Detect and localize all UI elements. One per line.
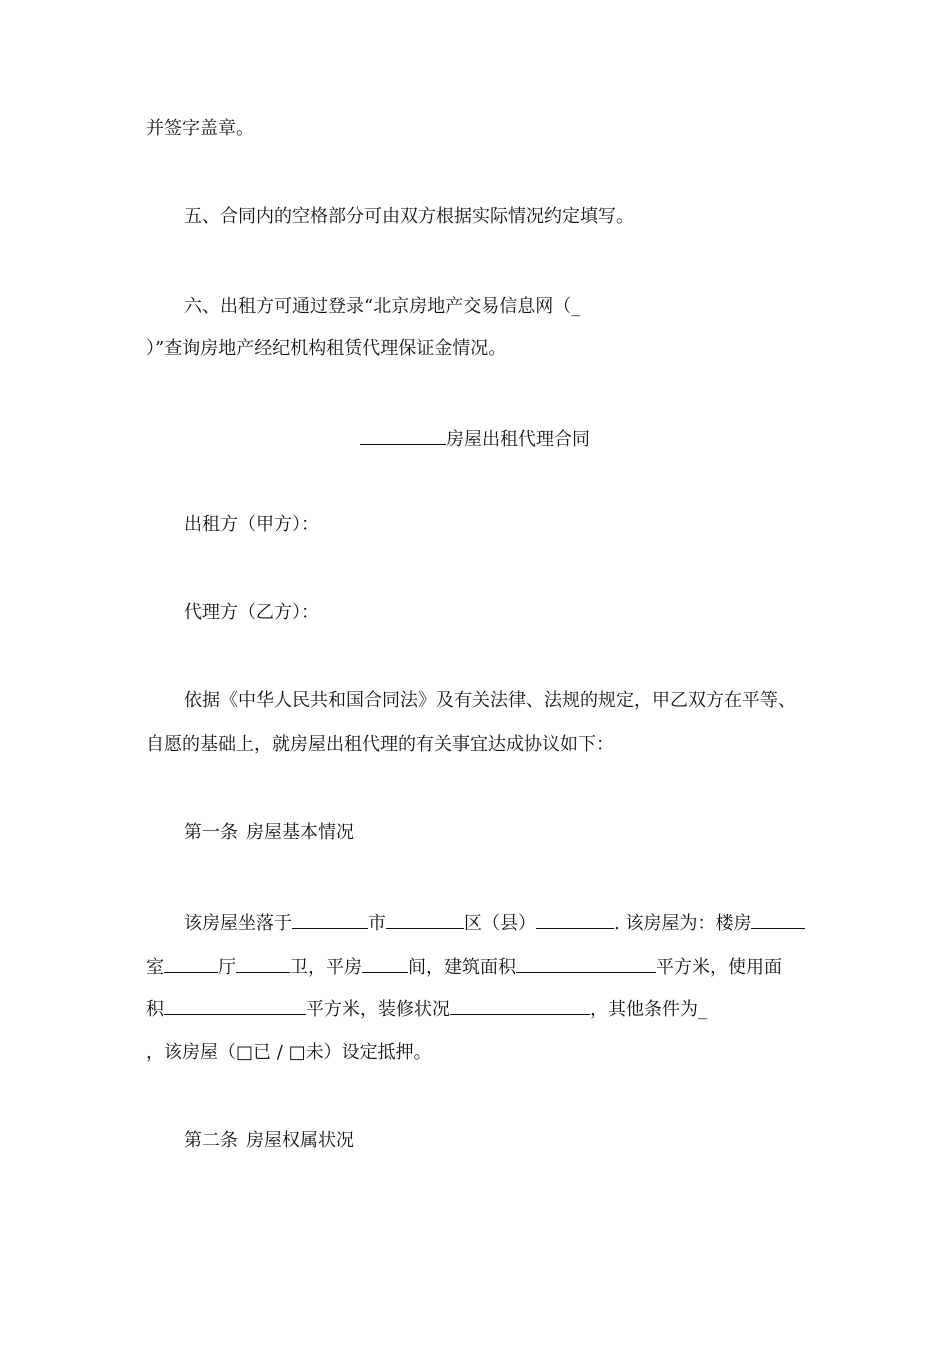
text: . 该房屋为：楼房: [614, 913, 752, 934]
lessor-party-label: [184, 514, 319, 536]
text: 区（县）: [464, 913, 536, 934]
blank-field: [292, 910, 368, 929]
blank-field: [751, 910, 805, 929]
text: 厅: [218, 957, 236, 978]
text: ，该房屋（: [146, 1042, 236, 1063]
blank-field: [164, 996, 306, 1015]
title-text: 房屋出租代理合同: [446, 429, 590, 450]
paragraph-signature-continuation: [146, 118, 254, 140]
text: 室: [146, 957, 164, 978]
preamble-line-2: [146, 734, 614, 756]
clause-five: [184, 206, 634, 228]
text: 该房屋坐落于: [184, 913, 292, 934]
text: 出租方（甲方）：: [184, 514, 319, 535]
contract-title: [0, 426, 950, 451]
text: 平方米，装修状况: [306, 999, 450, 1020]
checkbox-not-mortgaged: □未: [288, 1042, 324, 1063]
separator-slash: /: [276, 1042, 283, 1063]
agent-party-label: [184, 602, 319, 624]
preamble-line-1: [184, 690, 796, 712]
article-name: 房屋基本情况: [246, 822, 354, 843]
text: 积: [146, 999, 164, 1020]
text: 市: [368, 913, 386, 934]
article-two-heading: [184, 1130, 354, 1152]
blank-field: [516, 954, 656, 973]
text: 代理方（乙方）：: [184, 602, 319, 623]
text: ）”查询房地产经纪机构租赁代理保证金情况。: [146, 338, 507, 359]
blank-field: [164, 954, 218, 973]
text: 并签字盖章。: [146, 118, 254, 139]
text: 依据《中华人民共和国合同法》及有关法律、法规的规定，甲乙双方在平等、: [184, 690, 796, 711]
blank-field: [362, 954, 408, 973]
text: 卫，平房: [290, 957, 362, 978]
text: 间，建筑面积: [408, 957, 516, 978]
text: ，其他条件为_: [590, 999, 707, 1020]
blank-field: [450, 996, 590, 1015]
text: 五、合同内的空格部分可由双方根据实际情况约定填写。: [184, 206, 634, 227]
article-name: 房屋权属状况: [246, 1130, 354, 1151]
blank-field: [536, 910, 614, 929]
article-one-heading: [184, 822, 354, 844]
blank-field: [236, 954, 290, 973]
text: 自愿的基础上，就房屋出租代理的有关事宜达成协议如下：: [146, 734, 614, 755]
text: 平方米，使用面: [656, 957, 782, 978]
article-one-line-3: [146, 996, 707, 1021]
text: 六、出租方可通过登录“北京房地产交易信息网（_: [184, 296, 581, 317]
article-number: 第二条: [184, 1130, 238, 1151]
checkbox-already-mortgaged: □已: [236, 1042, 272, 1063]
clause-six-line-1: [184, 296, 580, 318]
text: ）设定抵押。: [323, 1042, 432, 1063]
article-one-line-2: [146, 954, 782, 979]
article-number: 第一条: [184, 822, 238, 843]
blank-field: [386, 910, 464, 929]
article-one-line-4: [146, 1042, 432, 1064]
clause-six-line-2: [146, 338, 506, 360]
article-one-line-1: [184, 910, 805, 935]
blank-field: [360, 426, 446, 445]
